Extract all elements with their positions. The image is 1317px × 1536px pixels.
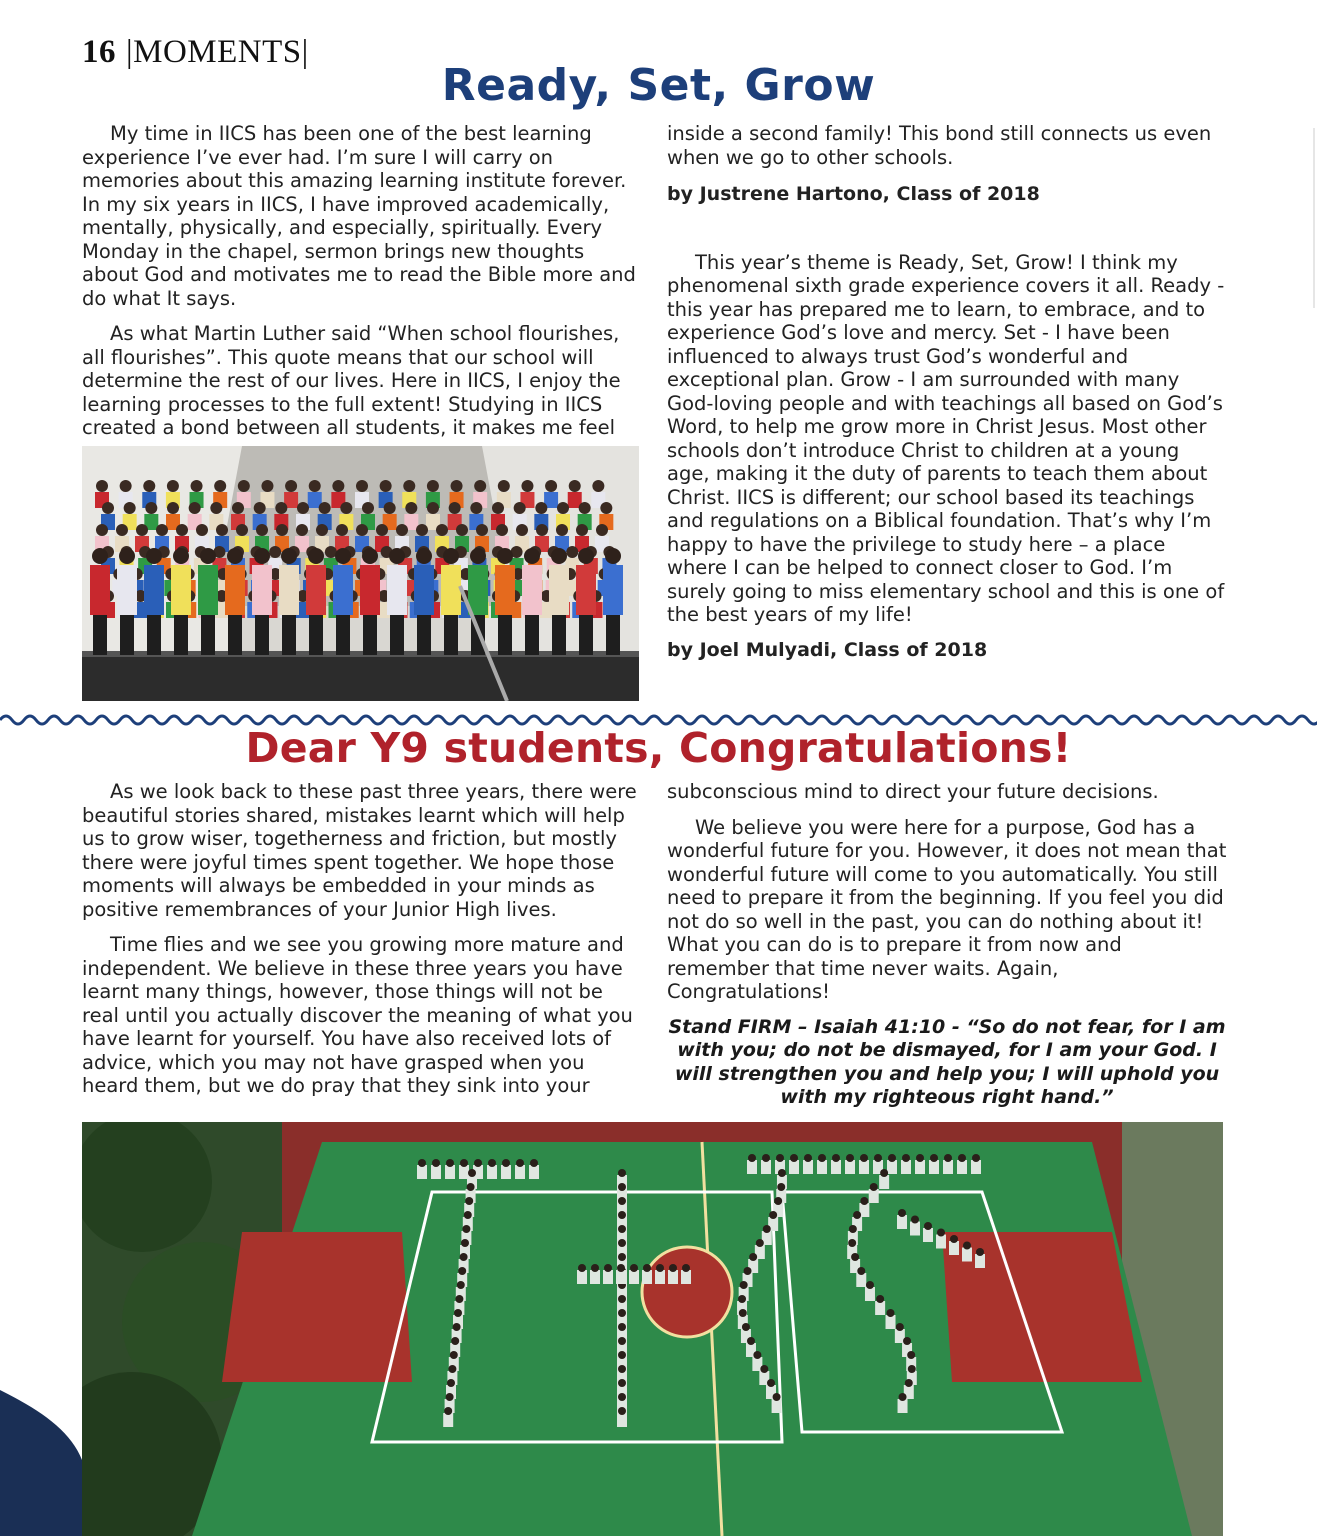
class-photo bbox=[82, 446, 639, 701]
article2-paragraph: subconscious mind to direct your future decisions. bbox=[667, 780, 1159, 803]
article1-title: Ready, Set, Grow bbox=[441, 60, 876, 111]
article1-left-column bbox=[82, 122, 642, 440]
article2-right-column bbox=[667, 780, 1227, 1110]
edge-rule bbox=[1313, 128, 1315, 308]
aerial-court-illustration bbox=[82, 1122, 1223, 1536]
aerial-court-photo bbox=[82, 1122, 1223, 1536]
article1-paragraph: inside a second family! This bond still connects us even when we go to other schools. bbox=[667, 122, 1212, 169]
article1-paragraph: This year’s theme is Ready, Set, Grow! I think my phenomenal sixth grade experience covers it all. Ready - this year has prepared me to learn, to embrace, and to experience God’s love and mercy. Set - I have been influenced to always trust God’s wonderful and exceptional plan. Grow - I am surrounded with many God-loving people and with teachings all based on God’s Word, to help me grow more in Christ Jesus. Most other schools don’t introduce Christ to children at a young age, making it the duty of parents to teach them about Christ. IICS is different; our school based its teachings and regulations on a Biblical foundation. That’s why I’m happy to have the privilege to study here – a place where I can be helped to connect closer to God. I’m surely going to miss elementary school and this is one of the best years of my life! bbox=[667, 250, 1225, 626]
article1-paragraph: My time in IICS has been one of the best learning experience I’ve ever had. I’m sure I will carry on memories about this amazing learning institute forever. In my six years in IICS, I have improved academically, mentally, physically, and especially, spiritually. Every Monday in the chapel, sermon brings new thoughts about God and motivates me to read the Bible more and do what It says. bbox=[82, 122, 636, 310]
byline: by Joel Mulyadi, Class of 2018 bbox=[667, 638, 988, 661]
article2-paragraph: As we look back to these past three years, there were beautiful stories shared, mistakes learnt which will help us to grow wiser, togetherness and friction, but mostly there were joyful times spent together. We hope those moments will always be embedded in your minds as positive remembrances of your Junior High lives. bbox=[82, 780, 637, 921]
article2-left-column bbox=[82, 780, 642, 1098]
section-label: |MOMENTS| bbox=[126, 34, 309, 70]
class-photo-illustration bbox=[82, 446, 639, 701]
corner-decoration bbox=[0, 1390, 82, 1536]
article1-paragraph: As what Martin Luther said “When school flourishes, all flourishes”. This quote means that our school will determine the rest of our lives. Here in IICS, I enjoy the learning processes to the full extent! Studying in IICS created a bond between all students, it makes me feel bbox=[82, 322, 621, 439]
page-number: 16 bbox=[82, 34, 116, 70]
article2-paragraph: We believe you were here for a purpose, God has a wonderful future for you. However, it does not mean that wonderful future will come to you automatically. You still need to prepare it from the beginning. If you feel you did not do so well in the past, you can do nothing about it! What you can do is to prepare it from now and remember that time never waits. Again, Congratulations! bbox=[667, 815, 1227, 1003]
bible-quote: Stand FIRM – Isaiah 41:10 - “So do not fear, for I am with you; do not be dismayed, for I am your God. I will strengthen you and help you; I will uphold you with my righteous right hand.” bbox=[668, 1015, 1226, 1108]
byline: by Justrene Hartono, Class of 2018 bbox=[667, 183, 1040, 205]
article1-right-column bbox=[667, 122, 1227, 662]
article2-paragraph: Time flies and we see you growing more mature and independent. We believe in these three years you have learnt many things, however, those things will not be real until you actually discover the meaning of what you have learnt for yourself. You have also received lots of advice, which you may not have grasped when you heard them, but we do pray that they sink into your bbox=[82, 933, 633, 1097]
article2-title: Dear Y9 students, Congratulations! bbox=[245, 724, 1072, 772]
